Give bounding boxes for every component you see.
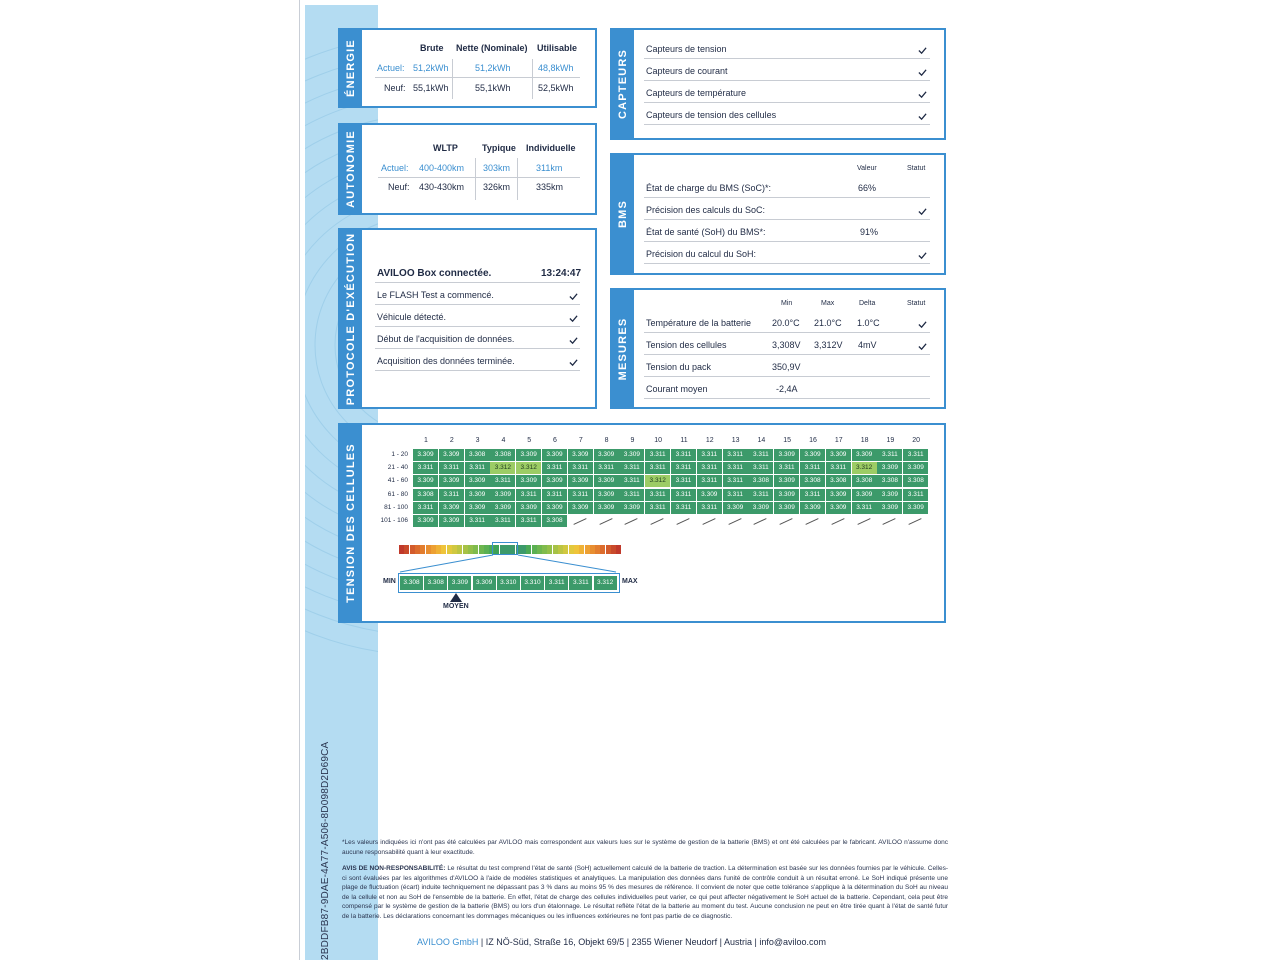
cell-col-header: 18 xyxy=(860,437,869,444)
check-icon xyxy=(918,207,927,216)
cell-voltage: 3.308 xyxy=(542,515,567,527)
protocol-divider xyxy=(375,348,580,349)
scale-segment xyxy=(410,545,415,554)
cell-voltage: 3.309 xyxy=(413,515,438,527)
distribution-value: 3.308 xyxy=(424,576,447,590)
cell-voltage: 3.311 xyxy=(516,489,541,501)
cell-voltage: 3.311 xyxy=(645,462,670,474)
measure-min: 3,308V xyxy=(772,340,801,350)
range-current-wltp: 400-400km xyxy=(419,163,465,173)
cell-col-header: 2 xyxy=(449,437,454,444)
scale-segment xyxy=(606,545,611,554)
measure-min: 20.0°C xyxy=(772,318,800,328)
cell-voltage: 3.309 xyxy=(439,515,464,527)
measures-header-min: Min xyxy=(781,300,793,307)
cell-col-header: 15 xyxy=(783,437,792,444)
cell-col-header: 7 xyxy=(578,437,583,444)
bms-row-label: Précision des calculs du SoC: xyxy=(646,205,766,215)
range-current-label: Actuel: xyxy=(381,163,409,173)
scale-segment xyxy=(431,545,436,554)
cell-voltage: 3.311 xyxy=(723,489,748,501)
sensors-divider xyxy=(644,124,930,125)
cell-voltage: 3.309 xyxy=(542,475,567,487)
scale-segment xyxy=(484,545,489,554)
cell-voltage: 3.308 xyxy=(800,475,825,487)
cell-voltage: 3.309 xyxy=(439,502,464,514)
scale-segment xyxy=(590,545,595,554)
check-icon xyxy=(918,90,927,99)
cell-voltage: 3.309 xyxy=(542,449,567,461)
scale-segment xyxy=(452,545,457,554)
cell-voltage: 3.309 xyxy=(568,502,593,514)
range-new-individual: 335km xyxy=(536,182,564,192)
scale-min-label: MIN xyxy=(383,578,396,585)
cell-voltage: 3.311 xyxy=(465,515,490,527)
cell-voltage: 3.309 xyxy=(903,502,928,514)
cell-row-label: 61 - 80 xyxy=(387,490,408,498)
cell-voltage: 3.311 xyxy=(774,462,799,474)
cell-voltage: 3.309 xyxy=(877,489,902,501)
cell-voltage: 3.309 xyxy=(516,475,541,487)
scale-segment xyxy=(532,545,537,554)
cell-voltage: 3.311 xyxy=(671,475,696,487)
energy-divider xyxy=(375,77,580,78)
cell-voltage: 3.311 xyxy=(439,489,464,501)
cell-col-header: 4 xyxy=(501,437,506,444)
check-icon xyxy=(918,320,927,329)
cell-col-header: 10 xyxy=(654,437,663,444)
cell-voltage: 3.311 xyxy=(697,449,722,461)
scale-segment xyxy=(585,545,590,554)
protocol-time: 13:24:47 xyxy=(541,268,582,279)
scale-segment xyxy=(537,545,542,554)
cell-voltage: 3.309 xyxy=(852,449,877,461)
energy-header-usable: Utilisable xyxy=(537,43,578,53)
cell-voltage: 3.308 xyxy=(852,475,877,487)
distribution-value: 3.308 xyxy=(400,576,423,590)
cell-voltage: 3.309 xyxy=(774,449,799,461)
footer-company: AVILOO GmbH xyxy=(417,937,479,947)
energy-new-gross: 55,1kWh xyxy=(413,83,449,93)
measure-delta: 1.0°C xyxy=(857,318,880,328)
scale-segment xyxy=(447,545,452,554)
cell-voltage: 3.309 xyxy=(826,449,851,461)
range-current-individual: 311km xyxy=(536,163,563,173)
scale-segment xyxy=(479,545,484,554)
cell-voltage: 3.308 xyxy=(903,475,928,487)
cell-voltage: 3.309 xyxy=(490,502,515,514)
energy-current-usable: 48,8kWh xyxy=(538,63,574,73)
cell-voltage: 3.311 xyxy=(800,489,825,501)
cell-voltage: 3.309 xyxy=(826,489,851,501)
scale-segment xyxy=(574,545,579,554)
range-tab: AUTONOMIE xyxy=(340,125,362,213)
scale-segment xyxy=(611,545,616,554)
cell-col-header: 6 xyxy=(553,437,557,444)
cell-voltage: 3.311 xyxy=(516,515,541,527)
cell-voltage: 3.311 xyxy=(697,475,722,487)
measure-min: 350,9V xyxy=(772,362,801,372)
sensors-divider xyxy=(644,80,930,81)
cell-row-label: 41 - 60 xyxy=(387,477,408,485)
bms-divider xyxy=(644,263,930,264)
energy-tab: ÉNERGIE xyxy=(340,30,362,106)
scale-segment xyxy=(415,545,420,554)
cell-voltage: 3.311 xyxy=(671,502,696,514)
cell-voltage: 3.309 xyxy=(439,449,464,461)
cell-voltage: 3.309 xyxy=(594,502,619,514)
measures-divider xyxy=(644,398,930,399)
cell-voltage: 3.311 xyxy=(542,489,567,501)
cell-voltage: 3.311 xyxy=(826,462,851,474)
cell-voltage: 3.311 xyxy=(697,502,722,514)
bms-tab: BMS xyxy=(612,155,634,273)
check-icon xyxy=(918,46,927,55)
measure-label: Tension des cellules xyxy=(646,340,727,350)
cell-voltage: 3.311 xyxy=(619,462,644,474)
cell-voltage: 3.311 xyxy=(645,449,670,461)
measures-divider xyxy=(644,332,930,333)
cell-voltage: 3.309 xyxy=(465,475,490,487)
scale-segment xyxy=(426,545,431,554)
cell-voltage: 3.311 xyxy=(645,489,670,501)
protocol-divider xyxy=(375,370,580,371)
scale-segment xyxy=(526,545,531,554)
cell-voltage: 3.309 xyxy=(774,489,799,501)
cell-voltage: 3.311 xyxy=(723,449,748,461)
measure-max: 21.0°C xyxy=(814,318,842,328)
check-icon xyxy=(918,68,927,77)
scale-segment xyxy=(553,545,558,554)
cell-voltage: 3.309 xyxy=(465,489,490,501)
cell-col-header: 14 xyxy=(757,437,766,444)
distribution-value: 3.309 xyxy=(473,576,496,590)
bms-row-value: 91% xyxy=(860,227,879,237)
protocol-title: AVILOO Box connectée. xyxy=(377,268,492,279)
document-id: 2BDDFB87-9DAE-4A77-A506-8D098D2D69CA xyxy=(320,741,331,960)
scale-segment xyxy=(468,545,473,554)
measure-min: -2,4A xyxy=(776,384,798,394)
sensors-divider xyxy=(644,102,930,103)
sensor-item: Capteurs de tension xyxy=(646,44,727,54)
scale-segment xyxy=(563,545,568,554)
sensor-item: Capteurs de température xyxy=(646,88,747,98)
cell-row-label: 21 - 40 xyxy=(387,464,408,472)
bms-row-label: Précision du calcul du SoH: xyxy=(646,249,757,259)
footer xyxy=(417,937,826,947)
cell-voltage: 3.309 xyxy=(594,475,619,487)
check-icon xyxy=(569,358,578,367)
cell-voltage: 3.309 xyxy=(594,489,619,501)
protocol-step: Véhicule détecté. xyxy=(377,312,447,322)
energy-header-gross: Brute xyxy=(420,43,444,53)
cell-col-header: 1 xyxy=(424,437,428,444)
cell-voltage: 3.311 xyxy=(877,449,902,461)
scale-segment xyxy=(569,545,574,554)
cell-voltage: 3.311 xyxy=(568,489,593,501)
check-icon xyxy=(918,251,927,260)
cell-voltage: 3.311 xyxy=(645,502,670,514)
cell-voltage: 3.312 xyxy=(645,475,670,487)
cell-row-label: 1 - 20 xyxy=(391,451,408,458)
energy-new-label: Neuf: xyxy=(384,83,406,93)
cell-voltage: 3.311 xyxy=(594,462,619,474)
cell-voltage: 3.311 xyxy=(490,475,515,487)
scale-segment xyxy=(579,545,584,554)
cell-voltage: 3.312 xyxy=(516,462,541,474)
protocol-step: Acquisition des données terminée. xyxy=(377,356,515,366)
cell-voltage: 3.312 xyxy=(852,462,877,474)
measure-label: Courant moyen xyxy=(646,384,708,394)
distribution-value: 3.311 xyxy=(545,576,568,590)
average-label: MOYEN xyxy=(443,603,469,610)
cell-voltage: 3.308 xyxy=(490,449,515,461)
cell-voltage: 3.309 xyxy=(439,475,464,487)
cell-voltage: 3.311 xyxy=(800,462,825,474)
cell-voltage: 3.308 xyxy=(877,475,902,487)
cell-col-header: 17 xyxy=(834,437,843,444)
cell-col-header: 12 xyxy=(705,437,714,444)
cell-voltage: 3.311 xyxy=(903,449,928,461)
scale-segment xyxy=(457,545,462,554)
distribution-value: 3.310 xyxy=(521,576,544,590)
bms-divider xyxy=(644,197,930,198)
cell-voltage: 3.311 xyxy=(619,475,644,487)
energy-new-usable: 52,5kWh xyxy=(538,83,574,93)
sensors-tab: CAPTEURS xyxy=(612,30,634,138)
cell-voltage: 3.311 xyxy=(903,489,928,501)
range-current-typical: 303km xyxy=(483,163,511,173)
sensor-item: Capteurs de tension des cellules xyxy=(646,110,777,120)
cells-tab: TENSION DES CELLULES xyxy=(340,425,362,621)
cell-voltage: 3.309 xyxy=(413,475,438,487)
cell-voltage: 3.311 xyxy=(542,462,567,474)
check-icon xyxy=(569,292,578,301)
distribution-value: 3.309 xyxy=(448,576,471,590)
scale-connector xyxy=(398,554,620,574)
scale-segment xyxy=(399,545,404,554)
distribution-value: 3.311 xyxy=(569,576,592,590)
energy-col-divider xyxy=(452,59,453,99)
range-new-typical: 326km xyxy=(483,182,511,192)
measure-delta: 4mV xyxy=(858,340,877,350)
cell-col-header: 20 xyxy=(912,437,921,444)
cell-voltage: 3.309 xyxy=(774,475,799,487)
cell-voltage: 3.309 xyxy=(568,475,593,487)
cell-voltage: 3.311 xyxy=(490,515,515,527)
protocol-divider xyxy=(375,326,580,327)
cell-col-header: 8 xyxy=(604,437,609,444)
scale-segment xyxy=(463,545,468,554)
scale-segment xyxy=(441,545,446,554)
measure-max: 3,312V xyxy=(814,340,843,350)
bms-header-value: Valeur xyxy=(857,165,877,172)
cell-voltage: 3.309 xyxy=(800,449,825,461)
range-header-individual: Individuelle xyxy=(526,143,576,153)
cell-voltage: 3.309 xyxy=(568,449,593,461)
cell-voltage: 3.311 xyxy=(671,462,696,474)
bms-row-label: État de santé (SoH) du BMS*: xyxy=(646,227,766,237)
range-new-wltp: 430-430km xyxy=(419,182,465,192)
energy-new-net: 55,1kWh xyxy=(475,83,511,93)
sensors-divider xyxy=(644,58,930,59)
scale-max-label: MAX xyxy=(622,578,638,585)
protocol-divider xyxy=(375,282,580,283)
scale-segment xyxy=(616,545,621,554)
cell-voltage: 3.309 xyxy=(877,462,902,474)
cell-voltage: 3.308 xyxy=(826,475,851,487)
measure-label: Température de la batterie xyxy=(646,318,752,328)
cell-voltage: 3.309 xyxy=(723,502,748,514)
cell-voltage: 3.309 xyxy=(413,449,438,461)
energy-header-net: Nette (Nominale) xyxy=(456,43,528,53)
measures-header-max: Max xyxy=(821,300,835,307)
sensor-item: Capteurs de courant xyxy=(646,66,728,76)
measures-divider xyxy=(644,376,930,377)
energy-current-label: Actuel: xyxy=(377,63,405,73)
cell-voltage: 3.308 xyxy=(465,449,490,461)
measures-divider xyxy=(644,354,930,355)
cell-row-label: 101 - 106 xyxy=(380,517,408,524)
scale-segment xyxy=(404,545,409,554)
cell-voltage: 3.312 xyxy=(490,462,515,474)
range-divider xyxy=(378,177,580,178)
protocol-step: Le FLASH Test a commencé. xyxy=(377,290,494,300)
scale-segment xyxy=(521,545,526,554)
range-col-divider xyxy=(517,158,518,200)
cell-col-header: 11 xyxy=(680,437,688,444)
bms-header-status: Statut xyxy=(907,165,926,172)
disclaimer-text: Le résultat du test comprend l'état de santé (SoH) actuellement calculé de la batterie de traction. La détermination est basée sur les données fournies par le véhicule. Celles-ci sont évaluées par les algorithmes d'AVILOO à l'aide de modèles statistiques et analytiques. La manipulation des données dans l'unité de contrôle conduit à un résultat erroné. Le SoH indiqué présente une plage de fluctuation (écart) induite techniquement ne dépassant pas 3 % dans au moins 95 % des mesures de référence. Il convient de noter que cette tolérance s'applique à la détermination du SoH au niveau de la cellule et non au SoH de l'ensemble de la batterie. En effet, l'état de charge des cellules individuelles peut varier, ce qui peut affecter négativement le SoH actuel de la batterie. Cependant, cela peut être compensé par le système de gestion de la batterie (BMS) ou lors d'un étalonnage. Le résultat reflète l'état de la batterie au moment du test. Aucune conclusion ne peut en être tirée quant à l'état de santé futur de la batterie. Les déclarations concernant les dommages mécaniques ou les influences extérieures ne font pas partie de ce diagnostic. xyxy=(342,865,948,920)
measure-label: Tension du pack xyxy=(646,362,712,372)
cell-voltage: 3.311 xyxy=(413,502,438,514)
footer-address: | IZ NÖ-Süd, Straße 16, Objekt 69/5 | 2355 Wiener Neudorf | Austria | info@aviloo.com xyxy=(480,937,827,947)
range-header-typical: Typique xyxy=(482,143,516,153)
check-icon xyxy=(918,342,927,351)
scale-segment xyxy=(595,545,600,554)
scale-segment xyxy=(542,545,547,554)
bms-divider xyxy=(644,241,930,242)
distribution-value: 3.310 xyxy=(497,576,520,590)
cell-voltage: 3.309 xyxy=(465,502,490,514)
cell-col-header: 5 xyxy=(527,437,532,444)
cell-voltage: 3.309 xyxy=(490,489,515,501)
cell-voltage: 3.311 xyxy=(671,449,696,461)
cell-voltage: 3.309 xyxy=(852,489,877,501)
check-icon xyxy=(918,112,927,121)
cell-voltage: 3.308 xyxy=(413,489,438,501)
measures-header-status: Statut xyxy=(907,300,926,307)
cell-voltage: 3.311 xyxy=(619,489,644,501)
measures-tab: MESURES xyxy=(612,290,634,407)
energy-current-net: 51,2kWh xyxy=(475,63,511,73)
cell-row-label: 81 - 100 xyxy=(384,503,408,511)
cell-voltage: 3.309 xyxy=(903,462,928,474)
cell-voltage: 3.311 xyxy=(723,462,748,474)
cell-voltage: 3.309 xyxy=(697,489,722,501)
scale-segment xyxy=(436,545,441,554)
cell-voltage: 3.311 xyxy=(413,462,438,474)
bms-row-value: 66% xyxy=(858,183,877,193)
bms-row-label: État de charge du BMS (SoC)*: xyxy=(646,183,772,193)
bms-footnote: *Les valeurs indiquées ici n'ont pas été calculées par AVILOO mais correspondent aux valeurs lues sur le système de gestion de la batterie (BMS) et ont été calculées par le fabricant. AVILOO n'assume donc aucune responsabilité quant à leur exactitude. xyxy=(342,839,948,856)
cell-voltage: 3.309 xyxy=(594,449,619,461)
cell-voltage: 3.309 xyxy=(619,502,644,514)
distribution-value: 3.312 xyxy=(594,576,617,590)
cell-voltage: 3.309 xyxy=(516,502,541,514)
check-icon xyxy=(569,336,578,345)
protocol-step: Début de l'acquisition de données. xyxy=(377,334,515,344)
range-col-divider xyxy=(475,158,476,200)
scale-segment xyxy=(600,545,605,554)
scale-segment xyxy=(547,545,552,554)
cell-voltage: 3.311 xyxy=(748,489,773,501)
cell-voltage: 3.311 xyxy=(852,502,877,514)
protocol-tab: PROTOCOLE D'EXÉCUTION xyxy=(340,230,362,407)
cell-voltage: 3.309 xyxy=(516,449,541,461)
cell-voltage: 3.311 xyxy=(568,462,593,474)
cell-voltage: 3.309 xyxy=(800,502,825,514)
cell-voltage: 3.309 xyxy=(877,502,902,514)
range-new-label: Neuf: xyxy=(388,182,410,192)
scale-segment xyxy=(473,545,478,554)
cell-voltage: 3.311 xyxy=(697,462,722,474)
range-header-wltp: WLTP xyxy=(433,143,458,153)
cell-voltage: 3.311 xyxy=(748,449,773,461)
bms-divider xyxy=(644,219,930,220)
energy-col-divider xyxy=(532,59,533,99)
cell-voltage: 3.311 xyxy=(748,462,773,474)
cell-voltage: 3.311 xyxy=(465,462,490,474)
cell-voltage: 3.308 xyxy=(748,475,773,487)
scale-segment xyxy=(558,545,563,554)
cell-col-header: 16 xyxy=(809,437,817,444)
disclaimer xyxy=(342,864,948,921)
cell-col-header: 19 xyxy=(886,437,895,444)
disclaimer-title: AVIS DE NON-RESPONSABILITÉ: xyxy=(342,865,446,872)
average-marker-icon xyxy=(450,593,462,602)
check-icon xyxy=(569,314,578,323)
measures-header-delta: Delta xyxy=(859,300,876,307)
cell-voltage: 3.311 xyxy=(671,489,696,501)
cell-voltage: 3.311 xyxy=(723,475,748,487)
cell-voltage: 3.311 xyxy=(439,462,464,474)
scale-segment xyxy=(420,545,425,554)
protocol-divider xyxy=(375,304,580,305)
cell-voltage: 3.309 xyxy=(542,502,567,514)
cell-voltage: 3.309 xyxy=(826,502,851,514)
energy-current-gross: 51,2kWh xyxy=(413,63,449,73)
cell-col-header: 9 xyxy=(630,437,635,444)
cell-voltage: 3.309 xyxy=(619,449,644,461)
cell-voltage: 3.309 xyxy=(748,502,773,514)
cell-col-header: 13 xyxy=(731,437,740,444)
cell-col-header: 3 xyxy=(475,437,480,444)
cell-voltage: 3.309 xyxy=(774,502,799,514)
